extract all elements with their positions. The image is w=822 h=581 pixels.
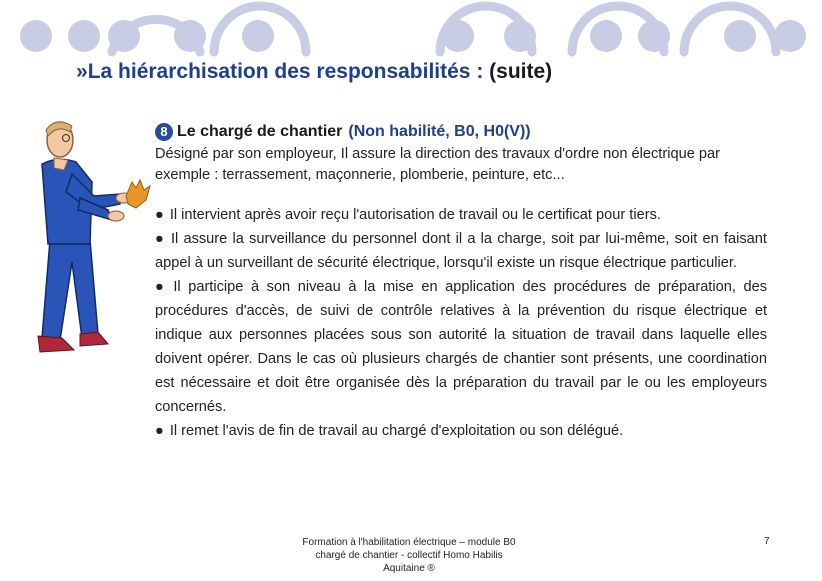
footer-credits	[280, 536, 538, 575]
footer-line: Formation à l'habilitation électrique – module B0	[302, 537, 516, 548]
list-item	[155, 227, 767, 275]
bullet-icon: ●	[155, 207, 164, 223]
list-item-text: Il participe à son niveau à la mise en application des procédures de préparation, des procédures d'accès, de suivi de contrôle relatives à la prévention du risque électrique et indique aux personnes placées sous son autorité la situation de travail dans laquelle elles doivent opérer. Dans le cas où plusieurs chargés de chantier sont présents, une coordination est nécessaire et doit être organisée dès la préparation du travail par le ou les employeurs concernés.	[155, 279, 767, 415]
bullet-icon: ●	[155, 423, 164, 439]
footer-line: chargé de chantier - collectif Homo Habilis	[315, 550, 503, 561]
list-item	[155, 275, 767, 419]
bullet-icon: ●	[155, 231, 165, 247]
responsibility-list	[155, 203, 767, 443]
worker-illustration	[28, 112, 158, 362]
title-suite: (suite)	[489, 60, 553, 83]
binder-rings-decoration	[0, 0, 822, 60]
section-number-badge: 8	[155, 123, 173, 141]
title-arrow-icon: »	[76, 60, 88, 83]
section-qualification: (Non habilité, B0, H0(V))	[348, 123, 531, 140]
bullet-icon: ●	[155, 279, 168, 295]
section-title: Le chargé de chantier	[177, 123, 343, 140]
footer-line: Aquitaine ®	[383, 563, 435, 574]
section-content	[155, 120, 767, 443]
list-item-text: Il remet l'avis de fin de travail au chargé d'exploitation ou son délégué.	[169, 423, 624, 439]
title-main: La hiérarchisation des responsabilités :	[87, 60, 484, 83]
list-item	[155, 203, 767, 227]
section-intro: Désigné par son employeur, Il assure la direction des travaux d'ordre non électrique par exemple : terrassement, maçonnerie, plomberie, peinture, etc...	[155, 146, 720, 183]
list-item-text: Il intervient après avoir reçu l'autorisation de travail ou le certificat pour tiers.	[169, 207, 661, 223]
list-item	[155, 419, 767, 443]
section-heading	[155, 120, 767, 144]
list-item-text: Il assure la surveillance du personnel dont il a la charge, soit par lui-même, soit en faisant appel à un surveillant de sécurité électrique, lorsqu'il existe un risque électrique particulier.	[155, 231, 767, 271]
slide-title	[76, 60, 552, 84]
page-number: 7	[764, 536, 770, 547]
